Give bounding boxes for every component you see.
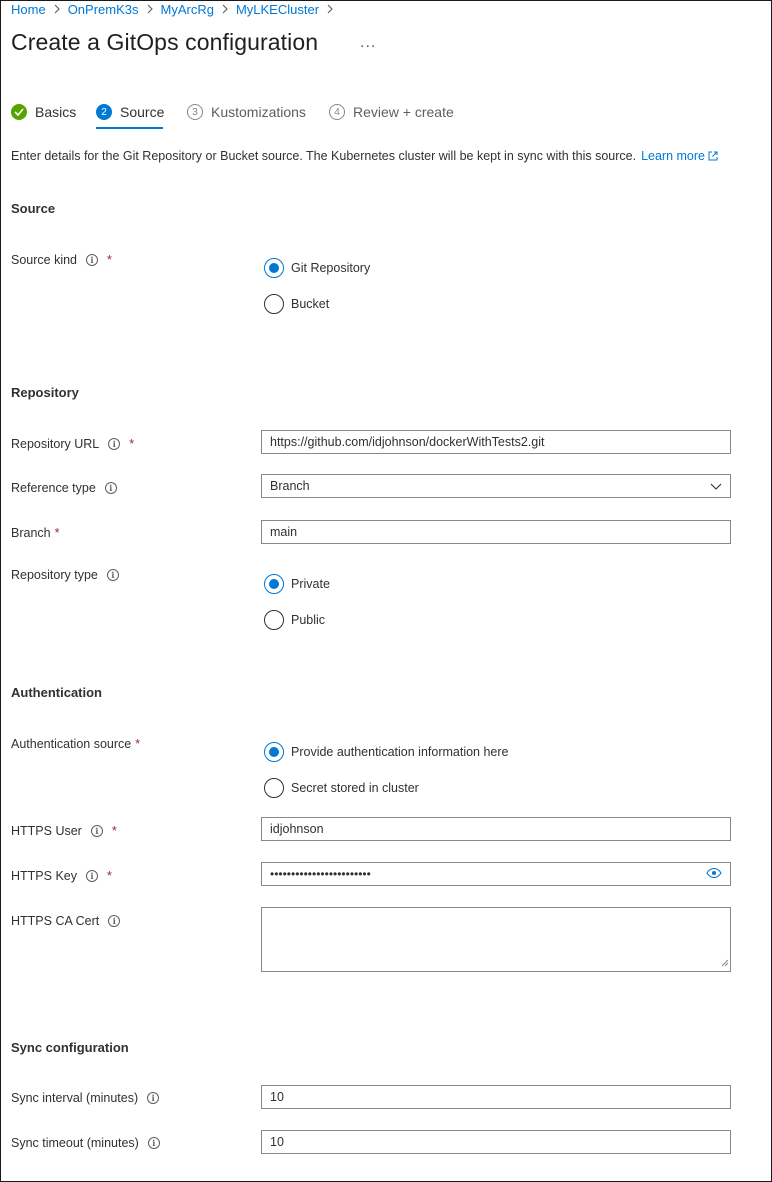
chevron-right-icon	[319, 4, 341, 14]
tab-source[interactable]	[96, 100, 164, 124]
radio-button[interactable]	[264, 258, 284, 278]
sync-timeout-label	[11, 1136, 160, 1150]
repository-url-value: https://github.com/idjohnson/dockerWithTests2.git	[270, 435, 545, 449]
page-title: Create a GitOps configuration	[11, 29, 319, 55]
breadcrumb-home[interactable]: Home	[11, 1, 46, 17]
https-key-label	[11, 869, 112, 883]
radio-button[interactable]	[264, 294, 284, 314]
repository-type-label	[11, 568, 119, 582]
step-number-icon: 2	[96, 104, 112, 120]
radio-private-label: Private	[291, 577, 330, 591]
reference-type-label-text: Reference type	[11, 481, 96, 495]
section-authentication: Authentication	[11, 685, 102, 700]
authentication-source-label-text: Authentication source	[11, 737, 132, 751]
radio-button[interactable]	[264, 742, 284, 762]
info-icon[interactable]: i	[86, 254, 98, 266]
https-key-value: ••••••••••••••••••••••••	[270, 867, 371, 881]
eye-icon[interactable]	[706, 867, 722, 881]
required-mark: *	[135, 737, 141, 751]
radio-private[interactable]	[264, 574, 330, 594]
step-number-icon: 3	[187, 104, 203, 120]
section-sync-configuration: Sync configuration	[11, 1040, 129, 1055]
section-repository: Repository	[11, 385, 79, 400]
source-kind-label-text: Source kind	[11, 253, 78, 267]
branch-label	[11, 526, 59, 540]
tab-basics-label: Basics	[35, 104, 77, 120]
radio-bucket-label: Bucket	[291, 297, 330, 311]
info-icon[interactable]: i	[148, 1137, 160, 1149]
repository-url-label	[11, 437, 134, 451]
learn-more-link[interactable]	[641, 149, 718, 163]
info-icon[interactable]: i	[91, 825, 103, 837]
radio-public[interactable]	[264, 610, 325, 630]
breadcrumb-onpremk3s[interactable]: OnPremK3s	[67, 1, 139, 17]
radio-provide-auth[interactable]	[264, 742, 509, 762]
repository-url-input[interactable]	[261, 430, 731, 454]
info-icon[interactable]: i	[147, 1092, 159, 1104]
branch-label-text: Branch	[11, 526, 51, 540]
reference-type-select[interactable]	[261, 474, 731, 498]
required-mark: *	[111, 824, 117, 838]
tab-kustomizations[interactable]	[187, 100, 306, 124]
radio-provide-auth-label: Provide authentication information here	[291, 745, 509, 759]
https-ca-cert-label	[11, 914, 120, 928]
breadcrumb-myarcrg[interactable]: MyArcRg	[160, 1, 214, 17]
radio-public-label: Public	[291, 613, 326, 627]
active-tab-indicator	[96, 127, 163, 129]
sync-interval-input[interactable]	[261, 1085, 731, 1109]
source-kind-label	[11, 253, 112, 267]
external-link-icon	[708, 150, 718, 164]
radio-button[interactable]	[264, 610, 284, 630]
chevron-right-icon	[46, 4, 68, 14]
radio-git-repository[interactable]	[264, 258, 370, 278]
chevron-right-icon	[214, 4, 236, 14]
https-user-input[interactable]	[261, 817, 731, 841]
sync-timeout-label-text: Sync timeout (minutes)	[11, 1136, 139, 1150]
radio-secret-in-cluster-label: Secret stored in cluster	[291, 781, 419, 795]
breadcrumb-mylkecluster[interactable]: MyLKECluster	[235, 1, 320, 17]
https-key-input[interactable]	[261, 862, 731, 886]
branch-input[interactable]	[261, 520, 731, 544]
sync-timeout-input[interactable]	[261, 1130, 731, 1154]
tab-kustomizations-label: Kustomizations	[211, 104, 306, 120]
required-mark: *	[107, 869, 112, 883]
repository-type-label-text: Repository type	[11, 568, 98, 582]
sync-interval-value: 10	[270, 1090, 284, 1104]
reference-type-label	[11, 481, 117, 495]
chevron-right-icon	[139, 4, 161, 14]
description-text: Enter details for the Git Repository or Bucket source. The Kubernetes cluster will be kept in sync with this source.	[11, 149, 637, 163]
https-user-label	[11, 824, 117, 838]
https-key-label-text: HTTPS Key	[11, 869, 77, 883]
required-mark: *	[54, 526, 60, 540]
section-source: Source	[11, 201, 56, 216]
radio-button[interactable]	[264, 778, 284, 798]
page-description	[11, 149, 718, 164]
https-user-label-text: HTTPS User	[11, 824, 82, 838]
required-mark: *	[107, 253, 112, 267]
sync-interval-label	[11, 1091, 159, 1105]
info-icon[interactable]: i	[108, 438, 120, 450]
learn-more-label: Learn more	[641, 149, 705, 163]
reference-type-value: Branch	[270, 479, 310, 493]
tab-basics[interactable]	[11, 100, 76, 124]
radio-bucket[interactable]	[264, 294, 329, 314]
info-icon[interactable]: i	[105, 482, 117, 494]
resize-grip-icon[interactable]	[721, 955, 729, 970]
info-icon[interactable]: i	[108, 915, 120, 927]
https-user-value: idjohnson	[270, 822, 324, 836]
sync-timeout-value: 10	[270, 1135, 284, 1149]
radio-button[interactable]	[264, 574, 284, 594]
https-ca-cert-textarea[interactable]	[261, 907, 731, 972]
info-icon[interactable]: i	[107, 569, 119, 581]
radio-secret-in-cluster[interactable]	[264, 778, 419, 798]
branch-value: main	[270, 525, 298, 539]
chevron-down-icon	[710, 479, 722, 493]
tab-review-create-label: Review + create	[353, 104, 454, 120]
authentication-source-label	[11, 737, 140, 751]
step-number-icon: 4	[329, 104, 345, 120]
repository-url-label-text: Repository URL	[11, 437, 100, 451]
tab-review-create[interactable]	[329, 100, 454, 124]
info-icon[interactable]: i	[86, 870, 98, 882]
https-ca-cert-label-text: HTTPS CA Cert	[11, 914, 100, 928]
sync-interval-label-text: Sync interval (minutes)	[11, 1091, 139, 1105]
checkmark-icon	[11, 104, 27, 120]
more-options-icon[interactable]: ...	[360, 34, 377, 51]
required-mark: *	[129, 437, 135, 451]
tab-source-label: Source	[120, 104, 165, 120]
radio-git-repository-label: Git Repository	[291, 261, 371, 275]
breadcrumb	[11, 0, 341, 18]
